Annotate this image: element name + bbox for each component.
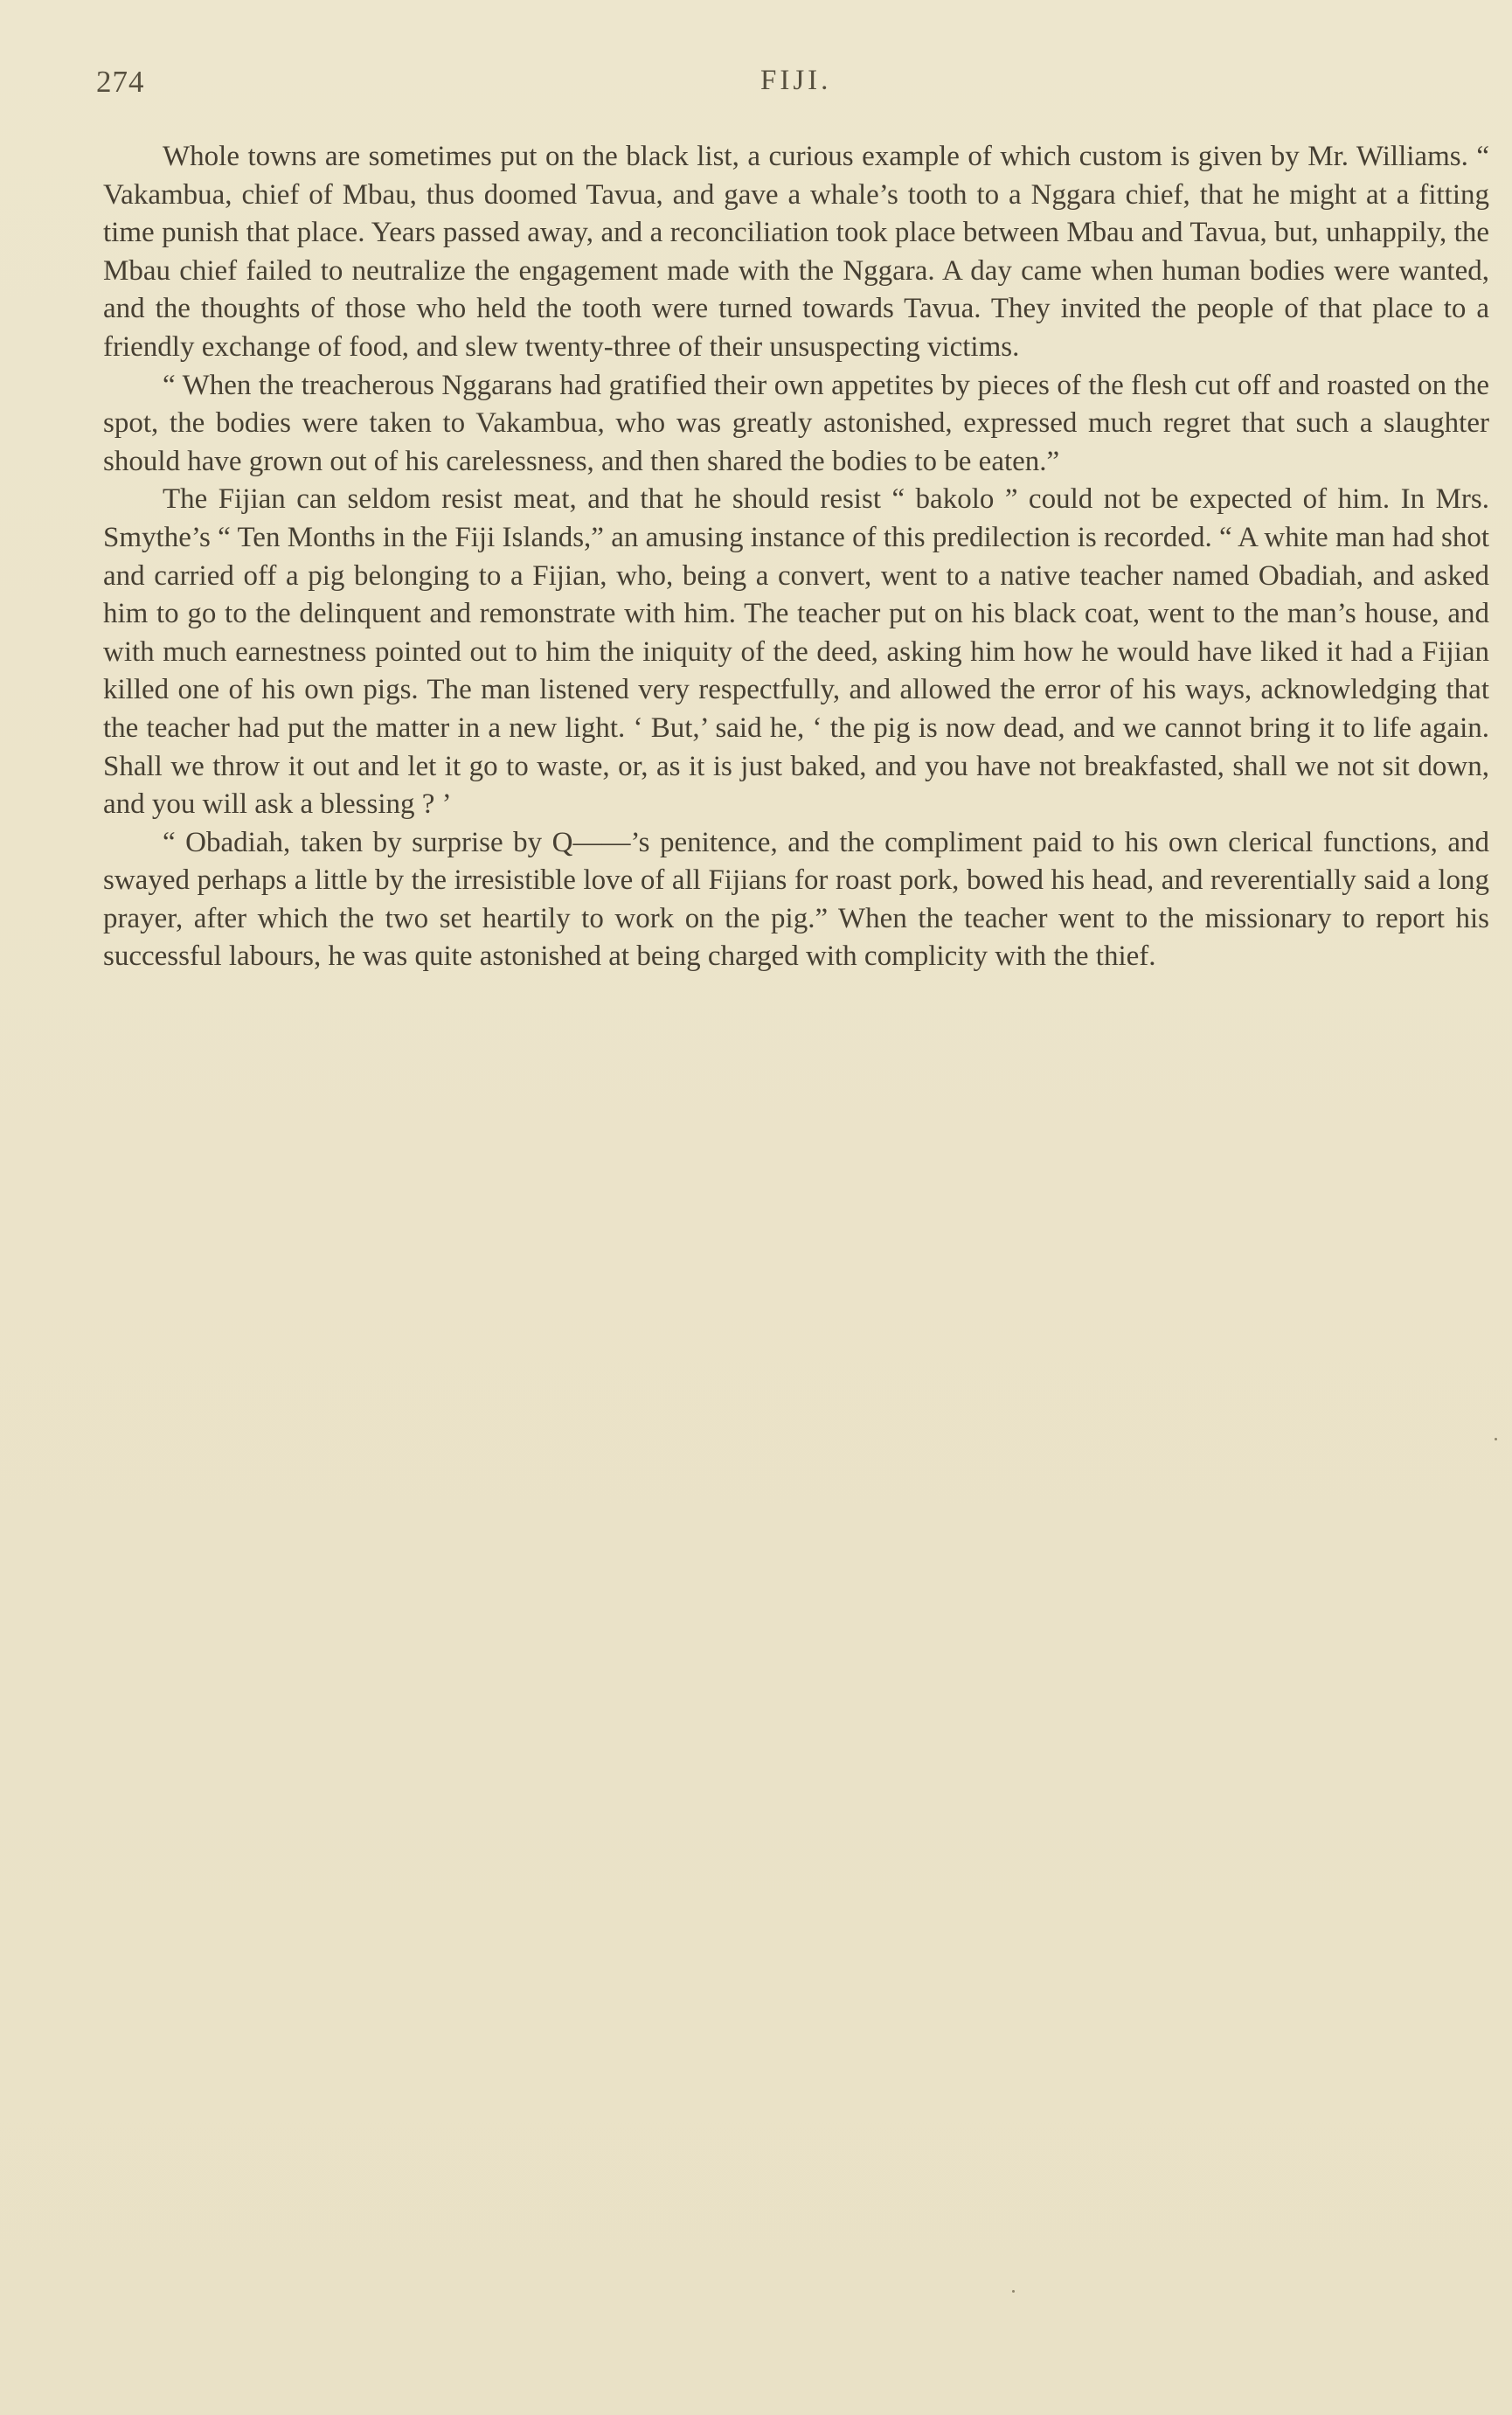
running-head (96, 65, 1486, 108)
paragraph: “ Obadiah, taken by surprise by Q——’s penitence, and the compliment paid to his own clerical functions, and swayed perhaps a little by the irresistible love of all Fijians for roast pork, bowed his head, and reverentially said a long prayer, after which the two set heartily to work on the pig.” When the teacher went to the missionary to report his successful labours, he was quite astonished at being charged with complicity with the thief. (103, 826, 1489, 973)
paper-speck (1012, 2290, 1015, 2293)
paragraph: Whole towns are sometimes put on the black list, a curious example of which custom is given by Mr. Williams. “ Vakambua, chief of Mbau, thus doomed Tavua, and gave a whale’s tooth to a Nggara chief, that he might at a fitting time punish that place. Years passed away, and a reconciliation took place between Mbau and Tavua, but, unhappily, the Mbau chief failed to neutralize the engagement made with the Nggara. A day came when human bodies were wanted, and the thoughts of those who held the tooth were turned towards Tavua. They invited the people of that place to a friendly exchange of food, and slew twenty-three of their unsuspecting victims. (103, 141, 1489, 363)
running-title: FIJI. (760, 65, 832, 96)
body-text (103, 138, 1489, 976)
page-number: 274 (96, 65, 145, 99)
paper-speck (1495, 1438, 1497, 1440)
paragraph: The Fijian can seldom resist meat, and that he should resist “ bakolo ” could not be expected of him. In Mrs. Smythe’s “ Ten Months in the Fiji Islands,” an amusing instance of this predilection is recorded. “ A white man had shot and carried off a pig belonging to a Fijian, who, being a convert, went to a native teacher named Obadiah, and asked him to go to the delinquent and remonstrate with him. The teacher put on his black coat, went to the man’s house, and with much earnestness pointed out to him the iniquity of the deed, asking him how he would have liked it had a Fijian killed one of his own pigs. The man listened very respectfully, and allowed the error of his ways, acknowledging that the teacher had put the matter in a new light. ‘ But,’ said he, ‘ the pig is now dead, and we cannot bring it to life again. Shall we throw it out and let it go to waste, or, as it is just baked, and you have not breakfasted, shall we not sit down, and you will ask a blessing ? ’ (103, 483, 1489, 821)
paragraph: “ When the treacherous Nggarans had gratified their own appetites by pieces of the flesh cut off and roasted on the spot, the bodies were taken to Vakambua, who was greatly astonished, expressed much regret that such a slaughter should have grown out of his carelessness, and then shared the bodies to be eaten.” (103, 369, 1489, 477)
